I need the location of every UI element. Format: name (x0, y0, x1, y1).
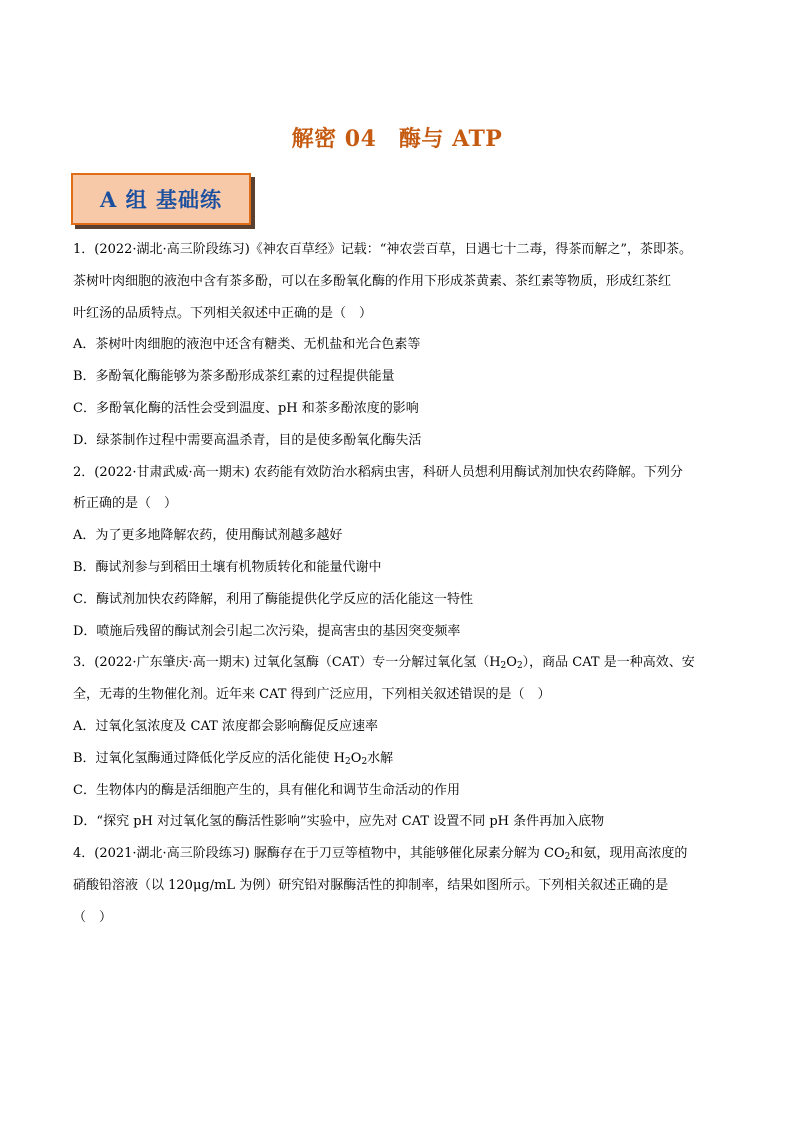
stem-text: 3．(2022·广东肇庆·高一期末) 过氧化氢酶（CAT）专一分解过氧化氢（H (73, 655, 501, 671)
answer-bracket: （ ） (73, 909, 113, 925)
option-d: D．绿茶制作过程中需要高温杀青，目的是使多酚氧化酶失活 (73, 432, 422, 448)
stem-text: O (506, 655, 517, 671)
question-stem-line: 1．(2022·湖北·高三阶段练习)《神农百草经》记载：“神农尝百草，日遇七十二毒，得茶而解之”，茶即茶。 (73, 242, 693, 257)
subscript: 2 (345, 756, 351, 767)
option-text: O (350, 750, 362, 766)
option-b (73, 743, 733, 775)
option-c: C．酶试剂加快农药降解，利用了酶能提供化学反应的活化能这一特性 (73, 591, 473, 607)
option-d: D．“探究 pH 对过氧化氢的酶活性影响”实验中，应先对 CAT 设置不同 pH 条件再加入底物 (73, 814, 605, 830)
subscript: 2 (361, 756, 368, 767)
group-label-box (71, 173, 251, 225)
group-label: A 组 基础练 (100, 187, 222, 212)
option-c: C．生物体内的酶是活细胞产生的，具有催化和调节生命活动的作用 (73, 782, 460, 798)
subscript: 2 (564, 852, 571, 863)
question-stem-line: 析正确的是（ ） (73, 496, 178, 512)
page-title: 解密 04 酶与 ATP (291, 126, 503, 152)
question-4 (73, 838, 733, 933)
subscript: 2 (516, 661, 523, 672)
question-3 (73, 647, 733, 838)
option-b: B．多酚氧化酶能够为茶多酚形成茶红素的过程提供能量 (73, 369, 395, 385)
option-text: B．过氧化氢酶通过降低化学反应的活化能使 H (73, 750, 346, 766)
question-stem-line: 茶树叶肉细胞的液泡中含有茶多酚，可以在多酚氧化酶的作用下形成茶黄素、茶红素等物质，形成红茶红 (73, 273, 672, 289)
option-a: A．茶树叶肉细胞的液泡中还含有糖类、无机盐和光合色素等 (73, 337, 421, 353)
question-stem-line (73, 838, 733, 870)
subscript: 2 (500, 661, 507, 672)
question-stem-line: 2．(2022·甘肃武威·高一期末) 农药能有效防治水稻病虫害，科研人员想利用酶试剂加快农药降解。下列分 (73, 464, 683, 480)
question-1 (73, 234, 733, 457)
option-text: 水解 (367, 750, 394, 766)
question-stem-line: 全，无毒的生物催化剂。近年来 CAT 得到广泛应用，下列相关叙述错误的是（ ） (73, 687, 551, 703)
question-2 (73, 457, 733, 648)
option-c: C．多酚氧化酶的活性会受到温度、pH 和茶多酚浓度的影响 (73, 400, 419, 416)
option-b: B．酶试剂参与到稻田土壤有机物质转化和能量代谢中 (73, 559, 382, 575)
stem-text: 4．(2021·湖北·高三阶段练习) 脲酶存在于刀豆等植物中，其能够催化尿素分解为 CO (73, 846, 565, 862)
question-list (73, 234, 733, 934)
option-a: A．为了更多地降解农药，使用酶试剂越多越好 (73, 528, 343, 544)
option-d: D．喷施后残留的酶试剂会引起二次污染，提高害虫的基因突变频率 (73, 623, 461, 639)
stem-text: 和氨，现用高浓度的 (570, 846, 688, 862)
question-stem-line (73, 647, 733, 679)
stem-text: ），商品 CAT 是一种高效、安 (522, 655, 695, 671)
option-a: A．过氧化氢浓度及 CAT 浓度都会影响酶促反应速率 (73, 718, 378, 734)
question-stem-line: 硝酸铅溶液（以 120μg/mL 为例）研究铅对脲酶活性的抑制率，结果如图所示。下列相关叙述正确的是 (73, 877, 669, 893)
question-stem-line: 叶红汤的品质特点。下列相关叙述中正确的是（ ） (73, 305, 373, 321)
